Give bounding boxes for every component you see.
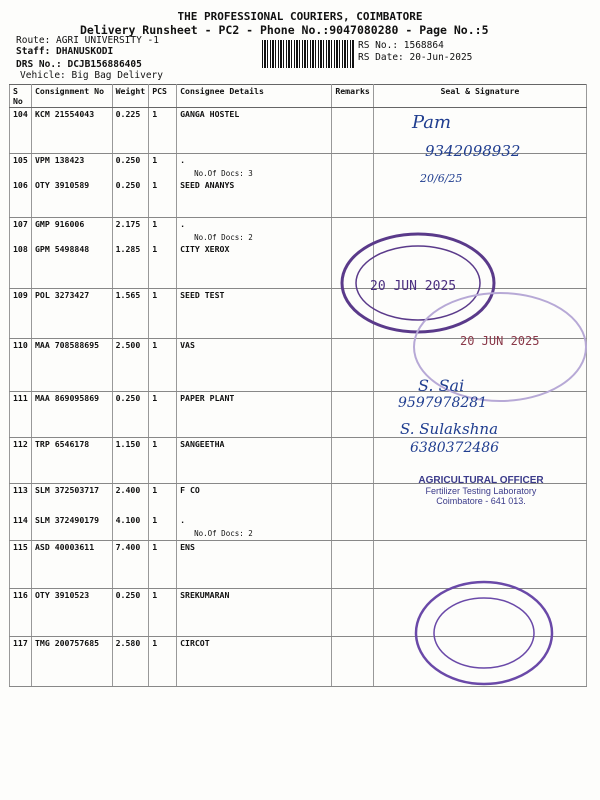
col-seal: Seal & Signature [373,85,586,108]
cell-pcs: 1 [149,514,177,541]
consignee-name: SANGEETHA [180,439,225,449]
cell-weight: 7.400 [112,541,149,589]
cell-consignment: MAA 869095869 [31,392,112,438]
cell-pcs: 1 [149,637,177,687]
cell-consignment: GPM 5498848 [31,243,112,289]
table-row [10,514,587,541]
handwriting-5: 9597978281 [398,395,488,411]
consignee-name: . [180,155,186,165]
cell-weight: 1.565 [112,289,149,339]
cell-sno: 106 [10,179,32,217]
stamp-2-date: 20 JUN 2025 [460,334,540,348]
cell-seal [373,179,586,217]
barcode-image [262,40,354,68]
table-row [10,217,587,243]
docs-count: No.Of Docs: 2 [194,232,253,242]
rs-date: RS Date: 20-Jun-2025 [358,52,473,63]
consignee-name: SREKUMARAN [180,590,230,600]
cell-consignment: GMP 916006 [31,217,112,243]
cell-pcs: 1 [149,484,177,514]
cell-weight: 0.225 [112,108,149,154]
cell-sno: 111 [10,392,32,438]
consignee-name: ENS [180,542,195,552]
cell-consignee [177,289,332,339]
cell-consignee [177,243,332,289]
cell-pcs: 1 [149,289,177,339]
cell-consignee [177,514,332,541]
cell-sno: 104 [10,108,32,154]
cell-sno: 105 [10,154,32,180]
handwriting-2: 9342098932 [425,142,521,160]
officer-seal [406,475,556,506]
handwriting-4: S. Sai [418,376,465,395]
cell-consignment: TRP 6546178 [31,438,112,484]
cell-remarks [332,108,374,154]
cell-weight: 2.400 [112,484,149,514]
consignee-name: PAPER PLANT [180,393,235,403]
stamp-1-date: 20 JUN 2025 [370,279,457,294]
cell-consignee [177,484,332,514]
col-consignment: Consignment No [31,85,112,108]
cell-seal [373,514,586,541]
officer-title: AGRICULTURAL OFFICER [418,475,544,486]
runsheet-title: THE PROFESSIONAL COURIERS, COIMBATORE [177,10,423,23]
cell-remarks [332,484,374,514]
cell-weight: 4.100 [112,514,149,541]
cell-consignment: ASD 40003611 [31,541,112,589]
cell-sno: 114 [10,514,32,541]
officer-lab: Fertilizer Testing Laboratory [425,486,537,496]
cell-consignee [177,541,332,589]
cell-sno: 107 [10,217,32,243]
cell-remarks [332,589,374,637]
cell-pcs: 1 [149,541,177,589]
consignee-name: SEED ANANYS [180,180,235,190]
cell-weight: 0.250 [112,154,149,180]
handwriting-1: Pam [412,112,452,133]
cell-remarks [332,154,374,180]
consignee-name: CIRCOT [180,638,210,648]
col-weight: Weight [112,85,149,108]
cell-remarks [332,637,374,687]
cell-sno: 110 [10,339,32,392]
col-pcs: PCS [149,85,177,108]
cell-pcs: 1 [149,154,177,180]
cell-weight: 0.250 [112,589,149,637]
cell-remarks [332,514,374,541]
cell-remarks [332,339,374,392]
cell-pcs: 1 [149,339,177,392]
drs-label: DRS No.: DCJB156886405 [16,59,142,70]
route-label: Route: AGRI UNIVERSITY -1 [16,35,159,46]
cell-consignee [177,154,332,180]
cell-pcs: 1 [149,243,177,289]
cell-weight: 0.250 [112,392,149,438]
cell-sno: 112 [10,438,32,484]
cell-sno: 108 [10,243,32,289]
cell-consignment: OTY 3910523 [31,589,112,637]
cell-pcs: 1 [149,179,177,217]
cell-weight: 1.150 [112,438,149,484]
cell-consignment: OTY 3910589 [31,179,112,217]
cell-sno: 117 [10,637,32,687]
handwriting-6: S. Sulakshna [400,420,499,438]
cell-consignee [177,438,332,484]
cell-consignee [177,179,332,217]
cell-weight: 0.250 [112,179,149,217]
cell-consignment: VPM 138423 [31,154,112,180]
cell-remarks [332,541,374,589]
cell-consignment: TMG 200757685 [31,637,112,687]
consignee-name: SEED TEST [180,290,225,300]
consignee-name: . [180,218,186,229]
col-remarks: Remarks [332,85,374,108]
cell-pcs: 1 [149,217,177,243]
handwriting-7: 6380372486 [410,440,500,456]
cell-sno: 113 [10,484,32,514]
cell-sno: 109 [10,289,32,339]
cell-sno: 116 [10,589,32,637]
cell-consignment: MAA 708588695 [31,339,112,392]
cell-consignee [177,339,332,392]
consignee-name: VAS [180,340,195,350]
cell-consignee [177,217,332,243]
col-sno: S No [10,85,32,108]
cell-pcs: 1 [149,392,177,438]
runsheet-subtitle: Delivery Runsheet - PC2 - Phone No.:9047080280 - Page No.:5 [80,23,489,37]
cell-remarks [332,438,374,484]
vehicle-label: Vehicle: Big Bag Delivery [20,70,163,81]
cell-pcs: 1 [149,589,177,637]
consignee-name: GANGA HOSTEL [180,109,240,119]
consignee-name: CITY XEROX [180,243,230,254]
cell-sno: 115 [10,541,32,589]
docs-count: No.Of Docs: 2 [194,528,253,538]
handwriting-3: 20/6/25 [420,172,463,185]
cell-weight: 2.580 [112,637,149,687]
office-round-seal [412,578,557,688]
cell-consignee [177,108,332,154]
cell-remarks [332,179,374,217]
col-consignee: Consignee Details [177,85,332,108]
rs-number: RS No.: 1568864 [358,40,444,51]
table-row [10,243,587,289]
cell-pcs: 1 [149,438,177,484]
cell-consignee [177,637,332,687]
cell-consignment: SLM 372503717 [31,484,112,514]
cell-remarks [332,392,374,438]
docs-count: No.Of Docs: 3 [194,169,253,178]
consignee-name: . [180,514,186,525]
cell-pcs: 1 [149,108,177,154]
table-header-row [10,85,587,108]
cell-weight: 2.500 [112,339,149,392]
cell-weight: 1.285 [112,243,149,289]
table-row [10,179,587,217]
cell-consignment: SLM 372490179 [31,514,112,541]
cell-consignment: KCM 21554043 [31,108,112,154]
cell-consignment: POL 3273427 [31,289,112,339]
consignee-name: F CO [180,485,200,495]
cell-consignee [177,392,332,438]
staff-label: Staff: DHANUSKODI [16,46,114,57]
cell-consignee [177,589,332,637]
cell-weight: 2.175 [112,217,149,243]
officer-city: Coimbatore - 641 013. [436,496,526,506]
